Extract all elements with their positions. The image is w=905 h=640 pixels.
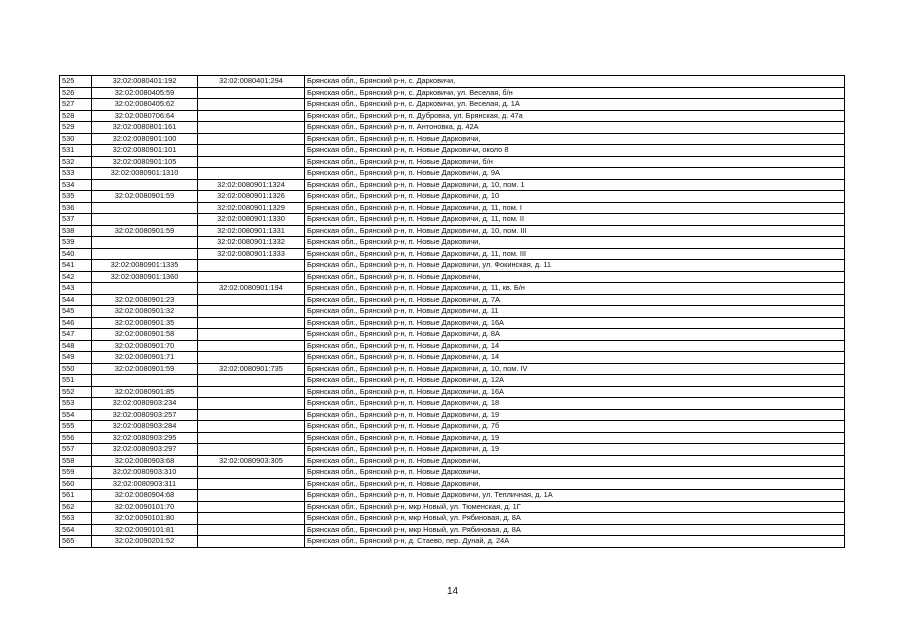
cadastral-number-cell: 32:02:0090201:52 — [92, 536, 198, 548]
row-number-cell: 525 — [60, 76, 92, 88]
row-number-cell: 545 — [60, 306, 92, 318]
address-cell: Брянская обл., Брянский р-н, п. Новые Дарковичи, д. 19 — [305, 444, 845, 456]
object-number-cell — [198, 145, 305, 157]
row-number-cell: 564 — [60, 524, 92, 536]
address-cell: Брянская обл., Брянский р-н, п. Новые Дарковичи, ул. Тепличная, д. 1А — [305, 490, 845, 502]
cadastral-number-cell: 32:02:0080901:35 — [92, 317, 198, 329]
table-row — [60, 363, 845, 375]
address-cell: Брянская обл., Брянский р-н, мкр Новый, ул. Рябиновая, д. 8А — [305, 513, 845, 525]
address-cell: Брянская обл., Брянский р-н, с. Дарковичи, ул. Веселая, б/н — [305, 87, 845, 99]
address-cell: Брянская обл., Брянский р-н, д. Стаево, пер. Дунай, д. 24А — [305, 536, 845, 548]
row-number-cell: 553 — [60, 398, 92, 410]
address-cell: Брянская обл., Брянский р-н, п. Антоновка, д. 42А — [305, 122, 845, 134]
row-number-cell: 540 — [60, 248, 92, 260]
table-row — [60, 237, 845, 249]
object-number-cell — [198, 467, 305, 479]
cadastral-number-cell: 32:02:0080901:100 — [92, 133, 198, 145]
address-cell: Брянская обл., Брянский р-н, п. Новые Дарковичи, д. 10, пом. 1 — [305, 179, 845, 191]
object-number-cell — [198, 536, 305, 548]
object-number-cell — [198, 490, 305, 502]
object-number-cell — [198, 133, 305, 145]
table-row — [60, 455, 845, 467]
row-number-cell: 554 — [60, 409, 92, 421]
address-cell: Брянская обл., Брянский р-н, п. Новые Дарковичи, д. 19 — [305, 432, 845, 444]
row-number-cell: 560 — [60, 478, 92, 490]
object-number-cell — [198, 329, 305, 341]
cadastral-number-cell — [92, 283, 198, 295]
address-cell: Брянская обл., Брянский р-н, п. Новые Дарковичи, ул. Фокинская, д. 11 — [305, 260, 845, 272]
cadastral-number-cell: 32:02:0080901:71 — [92, 352, 198, 364]
row-number-cell: 549 — [60, 352, 92, 364]
address-cell: Брянская обл., Брянский р-н, п. Новые Дарковичи, д. 14 — [305, 340, 845, 352]
row-number-cell: 550 — [60, 363, 92, 375]
object-number-cell: 32:02:0080901:1324 — [198, 179, 305, 191]
row-number-cell: 528 — [60, 110, 92, 122]
row-number-cell: 558 — [60, 455, 92, 467]
table-row — [60, 398, 845, 410]
table-row — [60, 191, 845, 203]
address-cell: Брянская обл., Брянский р-н, п. Новые Дарковичи, д. 12А — [305, 375, 845, 387]
cadastral-number-cell: 32:02:0080901:1360 — [92, 271, 198, 283]
cadastral-number-cell — [92, 375, 198, 387]
address-cell: Брянская обл., Брянский р-н, п. Новые Дарковичи, д. 10, пом. III — [305, 225, 845, 237]
address-cell: Брянская обл., Брянский р-н, п. Дубровка, ул. Брянская, д. 47а — [305, 110, 845, 122]
table-row — [60, 409, 845, 421]
cadastral-number-cell: 32:02:0080901:59 — [92, 191, 198, 203]
row-number-cell: 533 — [60, 168, 92, 180]
row-number-cell: 543 — [60, 283, 92, 295]
cadastral-number-cell: 32:02:0080903:310 — [92, 467, 198, 479]
table-row — [60, 306, 845, 318]
row-number-cell: 544 — [60, 294, 92, 306]
row-number-cell: 562 — [60, 501, 92, 513]
table-row — [60, 536, 845, 548]
row-number-cell: 534 — [60, 179, 92, 191]
table-row — [60, 524, 845, 536]
table-row — [60, 294, 845, 306]
address-cell: Брянская обл., Брянский р-н, п. Новые Дарковичи, д. 10, пом. IV — [305, 363, 845, 375]
row-number-cell: 539 — [60, 237, 92, 249]
address-cell: Брянская обл., Брянский р-н, п. Новые Дарковичи, д. 7б — [305, 421, 845, 433]
row-number-cell: 547 — [60, 329, 92, 341]
object-number-cell: 32:02:0080901:735 — [198, 363, 305, 375]
object-number-cell — [198, 513, 305, 525]
table-body — [60, 76, 845, 548]
object-number-cell — [198, 99, 305, 111]
address-cell: Брянская обл., Брянский р-н, п. Новые Дарковичи, д. 16А — [305, 386, 845, 398]
row-number-cell: 542 — [60, 271, 92, 283]
object-number-cell — [198, 432, 305, 444]
table-row — [60, 179, 845, 191]
cadastral-number-cell: 32:02:0080903:311 — [92, 478, 198, 490]
row-number-cell: 559 — [60, 467, 92, 479]
address-cell: Брянская обл., Брянский р-н, п. Новые Дарковичи, д. 11 — [305, 306, 845, 318]
address-cell: Брянская обл., Брянский р-н, п. Новые Дарковичи, около 8 — [305, 145, 845, 157]
row-number-cell: 548 — [60, 340, 92, 352]
row-number-cell: 557 — [60, 444, 92, 456]
object-number-cell — [198, 409, 305, 421]
cadastral-number-cell: 32:02:0080901:32 — [92, 306, 198, 318]
object-number-cell — [198, 375, 305, 387]
object-number-cell — [198, 122, 305, 134]
address-cell: Брянская обл., Брянский р-н, п. Новые Дарковичи, д. 11, кв. Б/н — [305, 283, 845, 295]
object-number-cell: 32:02:0080901:1333 — [198, 248, 305, 260]
address-cell: Брянская обл., Брянский р-н, п. Новые Дарковичи, д. 10 — [305, 191, 845, 203]
address-cell: Брянская обл., Брянский р-н, с. Дарковичи, ул. Веселая, д. 1А — [305, 99, 845, 111]
table-row — [60, 122, 845, 134]
cadastral-number-cell: 32:02:0080904:68 — [92, 490, 198, 502]
row-number-cell: 535 — [60, 191, 92, 203]
cadastral-number-cell: 32:02:0080901:101 — [92, 145, 198, 157]
table-row — [60, 352, 845, 364]
table-row — [60, 99, 845, 111]
row-number-cell: 531 — [60, 145, 92, 157]
cadastral-number-cell — [92, 202, 198, 214]
row-number-cell: 541 — [60, 260, 92, 272]
row-number-cell: 530 — [60, 133, 92, 145]
address-cell: Брянская обл., Брянский р-н, п. Новые Дарковичи, — [305, 271, 845, 283]
address-cell: Брянская обл., Брянский р-н, п. Новые Дарковичи, д. 16А — [305, 317, 845, 329]
address-cell: Брянская обл., Брянский р-н, п. Новые Дарковичи, д. 9А — [305, 168, 845, 180]
object-number-cell — [198, 501, 305, 513]
cadastral-number-cell: 32:02:0080903:284 — [92, 421, 198, 433]
cadastral-number-cell: 32:02:0080901:1335 — [92, 260, 198, 272]
object-number-cell — [198, 421, 305, 433]
table-row — [60, 133, 845, 145]
address-cell: Брянская обл., Брянский р-н, п. Новые Дарковичи, д. 14 — [305, 352, 845, 364]
table-row — [60, 501, 845, 513]
table-row — [60, 317, 845, 329]
row-number-cell: 527 — [60, 99, 92, 111]
cadastral-number-cell: 32:02:0080901:1310 — [92, 168, 198, 180]
object-number-cell: 32:02:0080901:1332 — [198, 237, 305, 249]
table-row — [60, 375, 845, 387]
cadastral-number-cell: 32:02:0080903:234 — [92, 398, 198, 410]
cadastral-number-cell: 32:02:0080903:68 — [92, 455, 198, 467]
table-row — [60, 478, 845, 490]
property-table — [59, 75, 845, 548]
table-row — [60, 260, 845, 272]
object-number-cell — [198, 306, 305, 318]
cadastral-number-cell: 32:02:0080401:192 — [92, 76, 198, 88]
page-number: 14 — [446, 586, 459, 597]
cadastral-number-cell: 32:02:0080405:62 — [92, 99, 198, 111]
table-row — [60, 340, 845, 352]
table-row — [60, 271, 845, 283]
cadastral-number-cell: 32:02:0080901:59 — [92, 363, 198, 375]
object-number-cell — [198, 110, 305, 122]
object-number-cell — [198, 260, 305, 272]
cadastral-number-cell: 32:02:0080901:23 — [92, 294, 198, 306]
row-number-cell: 537 — [60, 214, 92, 226]
cadastral-number-cell: 32:02:0080903:295 — [92, 432, 198, 444]
row-number-cell: 555 — [60, 421, 92, 433]
table-row — [60, 156, 845, 168]
table-row — [60, 432, 845, 444]
address-cell: Брянская обл., Брянский р-н, мкр Новый, ул. Рябиновая, д. 8А — [305, 524, 845, 536]
table-row — [60, 248, 845, 260]
object-number-cell — [198, 524, 305, 536]
cadastral-number-cell: 32:02:0090101:80 — [92, 513, 198, 525]
address-cell: Брянская обл., Брянский р-н, п. Новые Дарковичи, — [305, 133, 845, 145]
object-number-cell — [198, 398, 305, 410]
table-row — [60, 87, 845, 99]
table-row — [60, 110, 845, 122]
row-number-cell: 536 — [60, 202, 92, 214]
row-number-cell: 526 — [60, 87, 92, 99]
address-cell: Брянская обл., Брянский р-н, п. Новые Дарковичи, — [305, 455, 845, 467]
object-number-cell — [198, 156, 305, 168]
address-cell: Брянская обл., Брянский р-н, п. Новые Дарковичи, д. 11, пом. III — [305, 248, 845, 260]
object-number-cell: 32:02:0080901:1330 — [198, 214, 305, 226]
table-row — [60, 214, 845, 226]
cadastral-number-cell: 32:02:0080405:59 — [92, 87, 198, 99]
cadastral-number-cell — [92, 179, 198, 191]
cadastral-number-cell: 32:02:0080706:64 — [92, 110, 198, 122]
cadastral-number-cell: 32:02:0080901:58 — [92, 329, 198, 341]
object-number-cell — [198, 271, 305, 283]
object-number-cell — [198, 352, 305, 364]
row-number-cell: 563 — [60, 513, 92, 525]
address-cell: Брянская обл., Брянский р-н, п. Новые Дарковичи, б/н — [305, 156, 845, 168]
row-number-cell: 529 — [60, 122, 92, 134]
row-number-cell: 546 — [60, 317, 92, 329]
table-row — [60, 225, 845, 237]
object-number-cell: 32:02:0080901:194 — [198, 283, 305, 295]
cadastral-number-cell: 32:02:0080903:297 — [92, 444, 198, 456]
object-number-cell — [198, 168, 305, 180]
table-row — [60, 145, 845, 157]
row-number-cell: 561 — [60, 490, 92, 502]
cadastral-number-cell: 32:02:0080903:257 — [92, 409, 198, 421]
table-row — [60, 283, 845, 295]
cadastral-number-cell — [92, 214, 198, 226]
table-row — [60, 202, 845, 214]
address-cell: Брянская обл., Брянский р-н, п. Новые Дарковичи, д. 11, пом. I — [305, 202, 845, 214]
object-number-cell: 32:02:0080901:1329 — [198, 202, 305, 214]
address-cell: Брянская обл., Брянский р-н, п. Новые Дарковичи, — [305, 237, 845, 249]
address-cell: Брянская обл., Брянский р-н, п. Новые Дарковичи, д. 19 — [305, 409, 845, 421]
object-number-cell — [198, 294, 305, 306]
cadastral-number-cell — [92, 237, 198, 249]
address-cell: Брянская обл., Брянский р-н, мкр Новый, ул. Тюменская, д. 1Г — [305, 501, 845, 513]
address-cell: Брянская обл., Брянский р-н, п. Новые Дарковичи, д. 7А — [305, 294, 845, 306]
table-row — [60, 513, 845, 525]
table-row — [60, 444, 845, 456]
cadastral-number-cell: 32:02:0090101:70 — [92, 501, 198, 513]
row-number-cell: 552 — [60, 386, 92, 398]
object-number-cell — [198, 478, 305, 490]
object-number-cell: 32:02:0080903:305 — [198, 455, 305, 467]
address-cell: Брянская обл., Брянский р-н, п. Новые Дарковичи, д. 18 — [305, 398, 845, 410]
object-number-cell: 32:02:0080401:294 — [198, 76, 305, 88]
address-cell: Брянская обл., Брянский р-н, п. Новые Дарковичи, — [305, 478, 845, 490]
row-number-cell: 556 — [60, 432, 92, 444]
cadastral-number-cell: 32:02:0080901:59 — [92, 225, 198, 237]
table-row — [60, 467, 845, 479]
object-number-cell — [198, 386, 305, 398]
table-row — [60, 76, 845, 88]
cadastral-number-cell: 32:02:0090101:81 — [92, 524, 198, 536]
address-cell: Брянская обл., Брянский р-н, с. Дарковичи, — [305, 76, 845, 88]
table-row — [60, 490, 845, 502]
object-number-cell — [198, 444, 305, 456]
cadastral-number-cell: 32:02:0080901:85 — [92, 386, 198, 398]
table-row — [60, 421, 845, 433]
address-cell: Брянская обл., Брянский р-н, п. Новые Дарковичи, д. 11, пом. II — [305, 214, 845, 226]
table-row — [60, 386, 845, 398]
table-row — [60, 329, 845, 341]
address-cell: Брянская обл., Брянский р-н, п. Новые Дарковичи, — [305, 467, 845, 479]
row-number-cell: 565 — [60, 536, 92, 548]
row-number-cell: 538 — [60, 225, 92, 237]
cadastral-number-cell — [92, 248, 198, 260]
cadastral-number-cell: 32:02:0080901:105 — [92, 156, 198, 168]
table-row — [60, 168, 845, 180]
cadastral-number-cell: 32:02:0080801:161 — [92, 122, 198, 134]
object-number-cell: 32:02:0080901:1331 — [198, 225, 305, 237]
row-number-cell: 532 — [60, 156, 92, 168]
address-cell: Брянская обл., Брянский р-н, п. Новые Дарковичи, д. 8А — [305, 329, 845, 341]
object-number-cell — [198, 340, 305, 352]
row-number-cell: 551 — [60, 375, 92, 387]
object-number-cell — [198, 317, 305, 329]
cadastral-number-cell: 32:02:0080901:70 — [92, 340, 198, 352]
object-number-cell: 32:02:0080901:1326 — [198, 191, 305, 203]
object-number-cell — [198, 87, 305, 99]
